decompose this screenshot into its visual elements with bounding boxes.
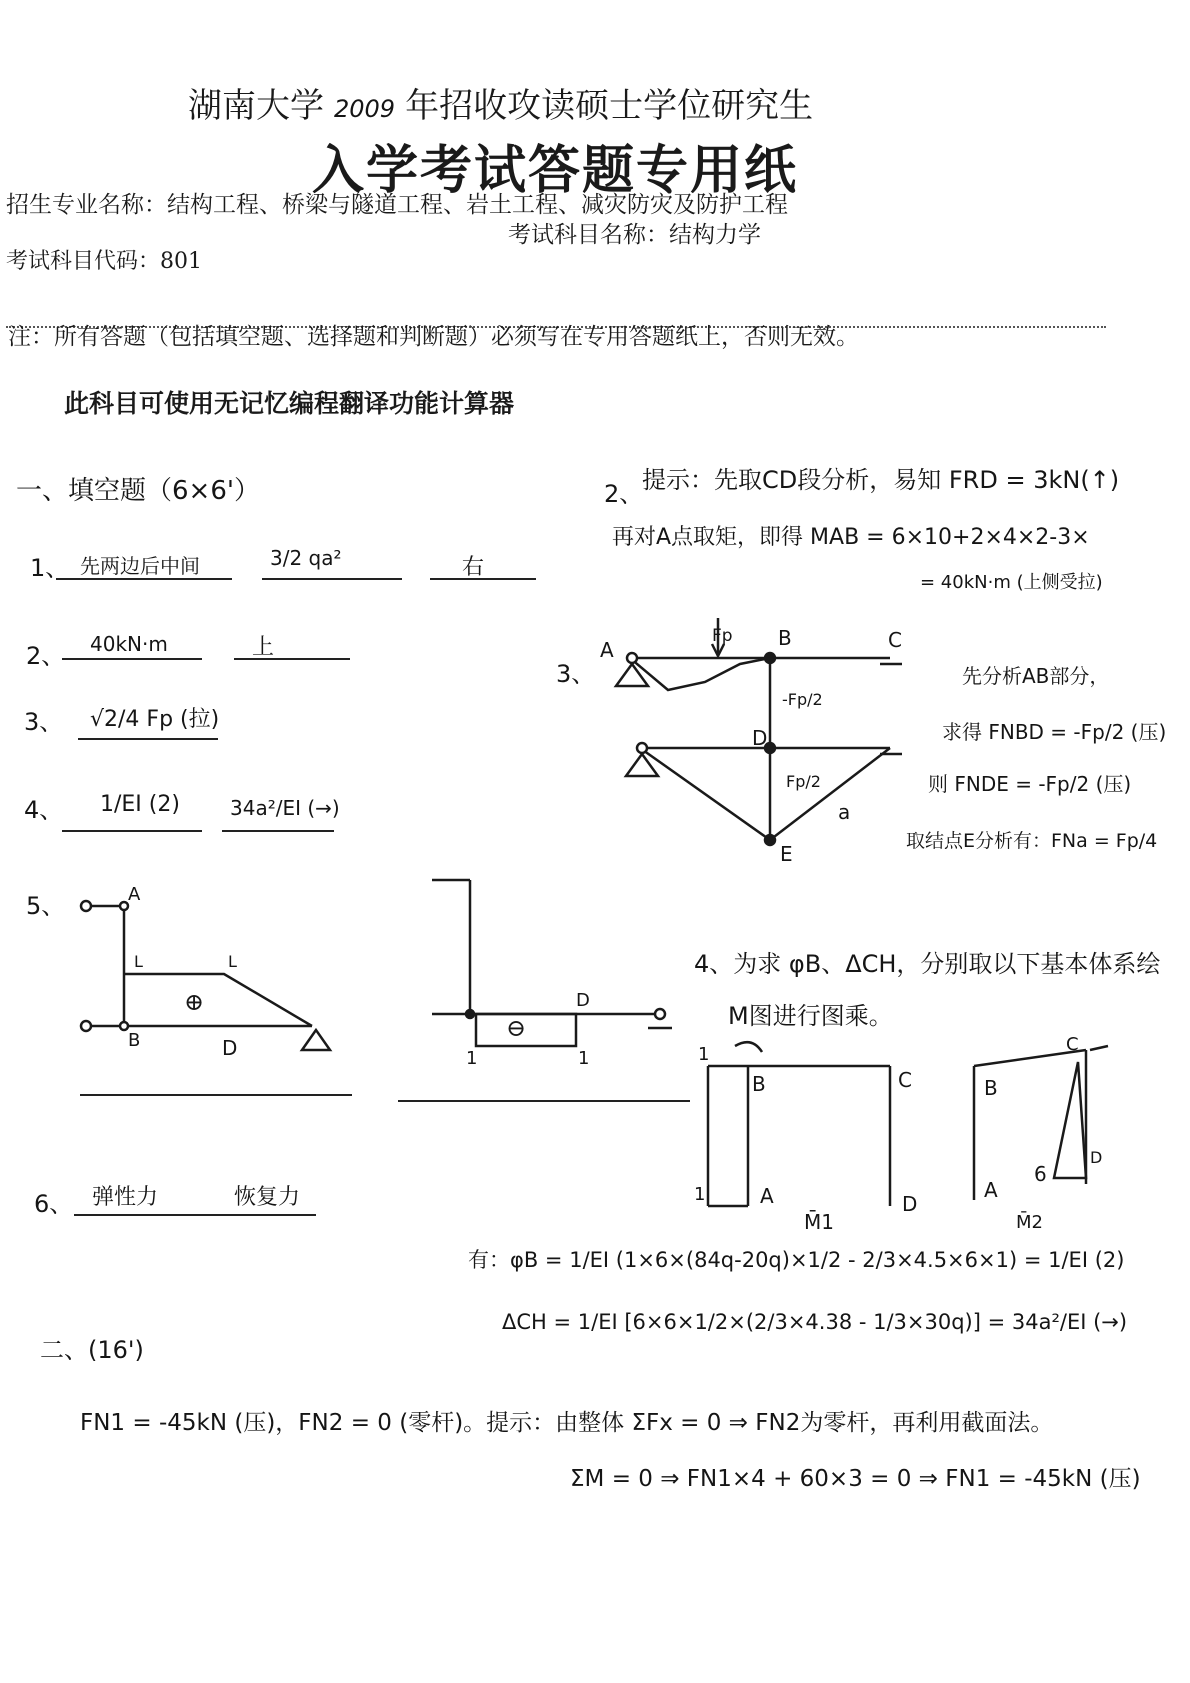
m1-label-a: A	[760, 1184, 774, 1208]
q1-number: 1、	[30, 554, 70, 582]
m2-label-d: D	[1090, 1148, 1103, 1167]
q5-right-pin	[655, 1009, 665, 1019]
truss-label-c: C	[888, 628, 902, 652]
code-line: 考试科目代码：801	[6, 249, 202, 274]
section2-answer: FN1 = -45kN (压)，FN2 = 0 (零杆)。提示：由整体 ΣFx = 0 ⇒ FN2为零杆，再利用截面法。	[80, 1410, 1054, 1436]
q5-left-node-a	[120, 902, 128, 910]
hint3-line3: 则 FNDE = -Fp/2 (压)	[928, 772, 1132, 796]
q5-label-a: A	[128, 884, 141, 905]
q4-answer-b: 34a²/EI (→)	[230, 796, 340, 820]
q4-number: 4、	[24, 796, 64, 824]
hint4-line2: M图进行图乘。	[728, 1002, 893, 1030]
q5-left-pin-top	[81, 901, 91, 911]
section2-heading: 二、(16')	[40, 1336, 144, 1364]
hint2-line2: 再对A点取矩，即得 MAB = 6×10+2×4×2-3×	[612, 525, 1090, 550]
m2-label-a: A	[984, 1178, 998, 1202]
q5-right-node	[466, 1010, 474, 1018]
truss-label-d: D	[752, 726, 768, 750]
q5-label-one-right: 1	[578, 1048, 590, 1069]
joint-a	[627, 653, 637, 663]
q5-label-d: D	[222, 1036, 238, 1060]
frame-q5-right	[432, 880, 672, 1046]
title-year: 2009	[334, 95, 396, 123]
q3-answer: √2/4 Fp (拉)	[90, 707, 220, 732]
q1-answer-a: 先两边后中间	[80, 554, 200, 578]
delta-ch-formula: ΔCH = 1/EI [6×6×1/2×(2/3×4.38 - 1/3×30q)] = 34a²/EI (→)	[502, 1310, 1128, 1334]
truss-label-a-member: a	[838, 800, 851, 824]
title-school: 湖南大学	[188, 86, 324, 126]
truss-kinked-member	[630, 658, 770, 690]
joint-left-support	[637, 743, 647, 753]
m1-label-d: D	[902, 1192, 918, 1216]
m2-moment-diagram	[1054, 1062, 1086, 1178]
support-a	[616, 664, 648, 686]
q6-answer-a: 弹性力	[92, 1185, 159, 1210]
m1-label-c: C	[898, 1068, 912, 1092]
truss-diagonal-right	[770, 748, 890, 840]
m1-label-one-bottom: 1	[694, 1184, 706, 1205]
notice-text: 注：所有答题（包括填空题、选择题和判断题）必须写在专用答题纸上，否则无效。	[8, 324, 859, 350]
m1-title: M̄1	[804, 1210, 834, 1234]
hint3-line1: 先分析AB部分，	[962, 664, 1110, 688]
q5-label-l2: L	[228, 952, 237, 971]
m2-label-c: C	[1066, 1034, 1079, 1055]
hint3-number: 3、	[556, 660, 596, 688]
hint2-line3: = 40kN·m (上侧受拉)	[920, 572, 1103, 593]
subject-line: 考试科目名称：结构力学	[508, 222, 761, 248]
q3-number: 3、	[24, 708, 64, 736]
q4-answer-a: 1/EI (2)	[100, 792, 180, 817]
hint4-line1: 4、为求 φB、ΔCH，分别取以下基本体系绘	[694, 950, 1161, 978]
m1-label-b: B	[752, 1072, 766, 1096]
q5-label-b: B	[128, 1030, 141, 1051]
q2-number: 2、	[26, 642, 66, 670]
truss-diagonal-left	[640, 748, 770, 840]
truss-label-fp-de: Fp/2	[786, 772, 821, 791]
frame-q5-left	[81, 901, 330, 1050]
q5-label-l1: L	[134, 952, 143, 971]
joint-e	[765, 835, 775, 845]
m2-unit-force	[1090, 1046, 1108, 1050]
q5-plus-sign: ⊕	[184, 988, 205, 1016]
truss-label-fp: Fp	[712, 626, 733, 646]
truss-label-b: B	[778, 626, 792, 650]
m2-label-b: B	[984, 1076, 998, 1100]
q5-left-support-right	[302, 1030, 330, 1050]
hint3-line2: 求得 FNBD = -Fp/2 (压)	[942, 720, 1167, 744]
calculator-note: 此科目可使用无记忆编程翻译功能计算器	[64, 389, 515, 418]
title-line-2: 入学考试答题专用纸	[312, 140, 799, 201]
section1-heading: 一、填空题（6×6'）	[16, 476, 261, 506]
hint2-line1: 提示：先取CD段分析，易知 FRD = 3kN(↑)	[642, 466, 1120, 494]
frame-m1	[708, 1042, 890, 1206]
major-line: 招生专业名称：结构工程、桥梁与隧道工程、岩土工程、减灾防灾及防护工程	[6, 192, 788, 218]
q2-answer-a: 40kN·m	[90, 632, 168, 656]
m1-unit-moment	[735, 1042, 762, 1052]
q1-answer-b: 3/2 qa²	[270, 546, 342, 570]
section2-moment: ΣM = 0 ⇒ FN1×4 + 60×3 = 0 ⇒ FN1 = -45kN (压)	[570, 1466, 1141, 1492]
q2-answer-b: 上	[252, 635, 275, 660]
q5-left-diagram	[124, 974, 312, 1026]
q6-number: 6、	[34, 1190, 74, 1218]
q5-label-one-left: 1	[466, 1048, 478, 1069]
m2-label-six: 6	[1034, 1162, 1047, 1186]
q1-answer-c: 右	[462, 555, 485, 580]
hint2-number: 2、	[604, 480, 644, 508]
q5-number: 5、	[26, 892, 66, 920]
truss-label-fp-bd: -Fp/2	[782, 690, 823, 709]
q5-label-d2: D	[576, 990, 590, 1011]
m1-label-one-top: 1	[698, 1044, 710, 1065]
hint3-line4: 取结点E分析有：FNa = Fp/4	[906, 830, 1158, 852]
title-rest: 年招收攻读硕士学位研究生	[405, 86, 814, 126]
truss-label-e: E	[780, 842, 793, 866]
joint-b	[765, 653, 775, 663]
q6-answer-b: 恢复力	[234, 1185, 301, 1210]
m2-title: M̄2	[1016, 1212, 1043, 1233]
q5-minus-sign: ⊖	[506, 1014, 527, 1042]
q5-left-node-b	[120, 1022, 128, 1030]
truss-label-a: A	[600, 638, 614, 662]
q5-left-pin-bottom	[81, 1021, 91, 1031]
phi-b-formula: 有：φB = 1/EI (1×6×(84q-20q)×1/2 - 2/3×4.5×6×1) = 1/EI (2)	[468, 1248, 1125, 1272]
